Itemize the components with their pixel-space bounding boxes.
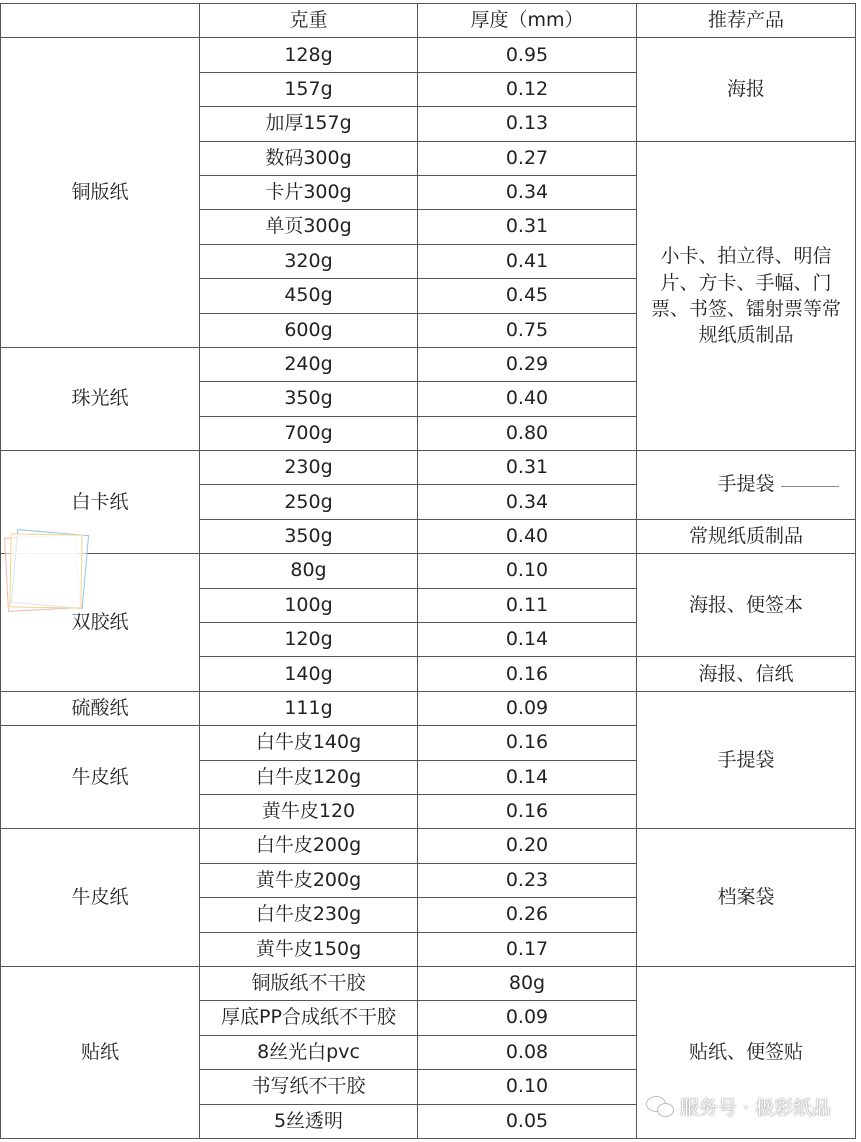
product-cell: 手提袋 xyxy=(637,691,856,829)
category-cell: 白卡纸 xyxy=(1,451,200,554)
weight-cell: 350g xyxy=(200,382,418,416)
weight-cell: 加厚157g xyxy=(200,107,418,141)
category-cell: 铜版纸 xyxy=(1,38,200,348)
thickness-cell: 0.75 xyxy=(418,313,637,347)
weight-cell: 5丝透明 xyxy=(200,1104,418,1138)
thickness-cell: 0.31 xyxy=(418,451,637,485)
watermark xyxy=(646,1093,831,1120)
category-cell: 牛皮纸 xyxy=(1,726,200,829)
thickness-cell: 0.41 xyxy=(418,244,637,278)
table-row xyxy=(1,451,856,485)
thickness-cell: 80g xyxy=(418,966,637,1000)
weight-cell: 数码300g xyxy=(200,141,418,175)
thickness-cell: 0.34 xyxy=(418,175,637,209)
thickness-cell: 0.31 xyxy=(418,210,637,244)
header-weight: 克重 xyxy=(200,4,418,38)
weight-cell: 单页300g xyxy=(200,210,418,244)
thickness-cell: 0.11 xyxy=(418,588,637,622)
thickness-cell: 0.45 xyxy=(418,279,637,313)
weight-cell: 黄牛皮200g xyxy=(200,863,418,897)
thickness-cell: 0.29 xyxy=(418,347,637,381)
category-cell: 双胶纸 xyxy=(1,554,200,692)
weight-cell: 230g xyxy=(200,451,418,485)
table-row xyxy=(1,38,856,72)
thickness-cell: 0.16 xyxy=(418,794,637,828)
weight-cell: 700g xyxy=(200,416,418,450)
header-thickness: 厚度（mm） xyxy=(418,4,637,38)
thickness-cell: 0.14 xyxy=(418,760,637,794)
thickness-cell: 0.05 xyxy=(418,1104,637,1138)
weight-cell: 铜版纸不干胶 xyxy=(200,966,418,1000)
weight-cell: 140g xyxy=(200,657,418,691)
weight-cell: 128g xyxy=(200,38,418,72)
product-cell: 海报 xyxy=(637,38,856,141)
thickness-cell: 0.14 xyxy=(418,623,637,657)
weight-cell: 白牛皮230g xyxy=(200,898,418,932)
wechat-icon xyxy=(646,1096,674,1118)
category-cell: 珠光纸 xyxy=(1,347,200,450)
thickness-cell: 0.10 xyxy=(418,554,637,588)
weight-cell: 卡片300g xyxy=(200,175,418,209)
weight-cell: 250g xyxy=(200,485,418,519)
thickness-cell: 0.80 xyxy=(418,416,637,450)
product-cell: 常规纸质制品 xyxy=(637,519,856,553)
thickness-cell: 0.09 xyxy=(418,691,637,725)
category-cell: 硫酸纸 xyxy=(1,691,200,725)
table-row xyxy=(1,829,856,863)
header-category xyxy=(1,4,200,38)
thickness-cell: 0.26 xyxy=(418,898,637,932)
thickness-cell: 0.20 xyxy=(418,829,637,863)
weight-cell: 8丝光白pvc xyxy=(200,1035,418,1069)
product-cell: 档案袋 xyxy=(637,829,856,967)
thickness-cell: 0.08 xyxy=(418,1035,637,1069)
thickness-cell: 0.12 xyxy=(418,72,637,106)
thickness-cell: 0.17 xyxy=(418,932,637,966)
thickness-cell: 0.34 xyxy=(418,485,637,519)
product-cell: 贴纸、便签贴 xyxy=(637,966,856,1138)
weight-cell: 120g xyxy=(200,623,418,657)
product-cell: 小卡、拍立得、明信片、方卡、手幅、门票、书签、镭射票等常规纸质制品 xyxy=(637,141,856,451)
thickness-cell: 0.09 xyxy=(418,1001,637,1035)
header-product: 推荐产品 xyxy=(637,4,856,38)
stray-line xyxy=(781,486,839,487)
weight-cell: 黄牛皮150g xyxy=(200,932,418,966)
header-row xyxy=(1,4,856,38)
weight-cell: 厚底PP合成纸不干胶 xyxy=(200,1001,418,1035)
watermark-text: 服务号 · 极彩纸品 xyxy=(679,1097,831,1119)
thickness-cell: 0.40 xyxy=(418,382,637,416)
thickness-cell: 0.40 xyxy=(418,519,637,553)
thickness-cell: 0.10 xyxy=(418,1070,637,1104)
weight-cell: 111g xyxy=(200,691,418,725)
table-row xyxy=(1,554,856,588)
weight-cell: 350g xyxy=(200,519,418,553)
category-cell: 贴纸 xyxy=(1,966,200,1138)
thickness-cell: 0.13 xyxy=(418,107,637,141)
product-cell: 海报、信纸 xyxy=(637,657,856,691)
thickness-cell: 0.27 xyxy=(418,141,637,175)
weight-cell: 600g xyxy=(200,313,418,347)
thickness-cell: 0.23 xyxy=(418,863,637,897)
category-cell: 牛皮纸 xyxy=(1,829,200,967)
thickness-cell: 0.16 xyxy=(418,657,637,691)
product-cell: 手提袋 xyxy=(637,451,856,520)
thickness-cell: 0.95 xyxy=(418,38,637,72)
table-row xyxy=(1,966,856,1000)
weight-cell: 白牛皮140g xyxy=(200,726,418,760)
paper-stack-icon xyxy=(6,530,92,616)
thickness-cell: 0.16 xyxy=(418,726,637,760)
weight-cell: 450g xyxy=(200,279,418,313)
weight-cell: 黄牛皮120 xyxy=(200,794,418,828)
weight-cell: 白牛皮120g xyxy=(200,760,418,794)
weight-cell: 157g xyxy=(200,72,418,106)
table-row xyxy=(1,691,856,725)
paper-spec-table xyxy=(0,3,856,1139)
paper-sheet xyxy=(9,533,82,608)
weight-cell: 白牛皮200g xyxy=(200,829,418,863)
weight-cell: 320g xyxy=(200,244,418,278)
weight-cell: 80g xyxy=(200,554,418,588)
product-cell: 海报、便签本 xyxy=(637,554,856,657)
weight-cell: 240g xyxy=(200,347,418,381)
weight-cell: 100g xyxy=(200,588,418,622)
weight-cell: 书写纸不干胶 xyxy=(200,1070,418,1104)
